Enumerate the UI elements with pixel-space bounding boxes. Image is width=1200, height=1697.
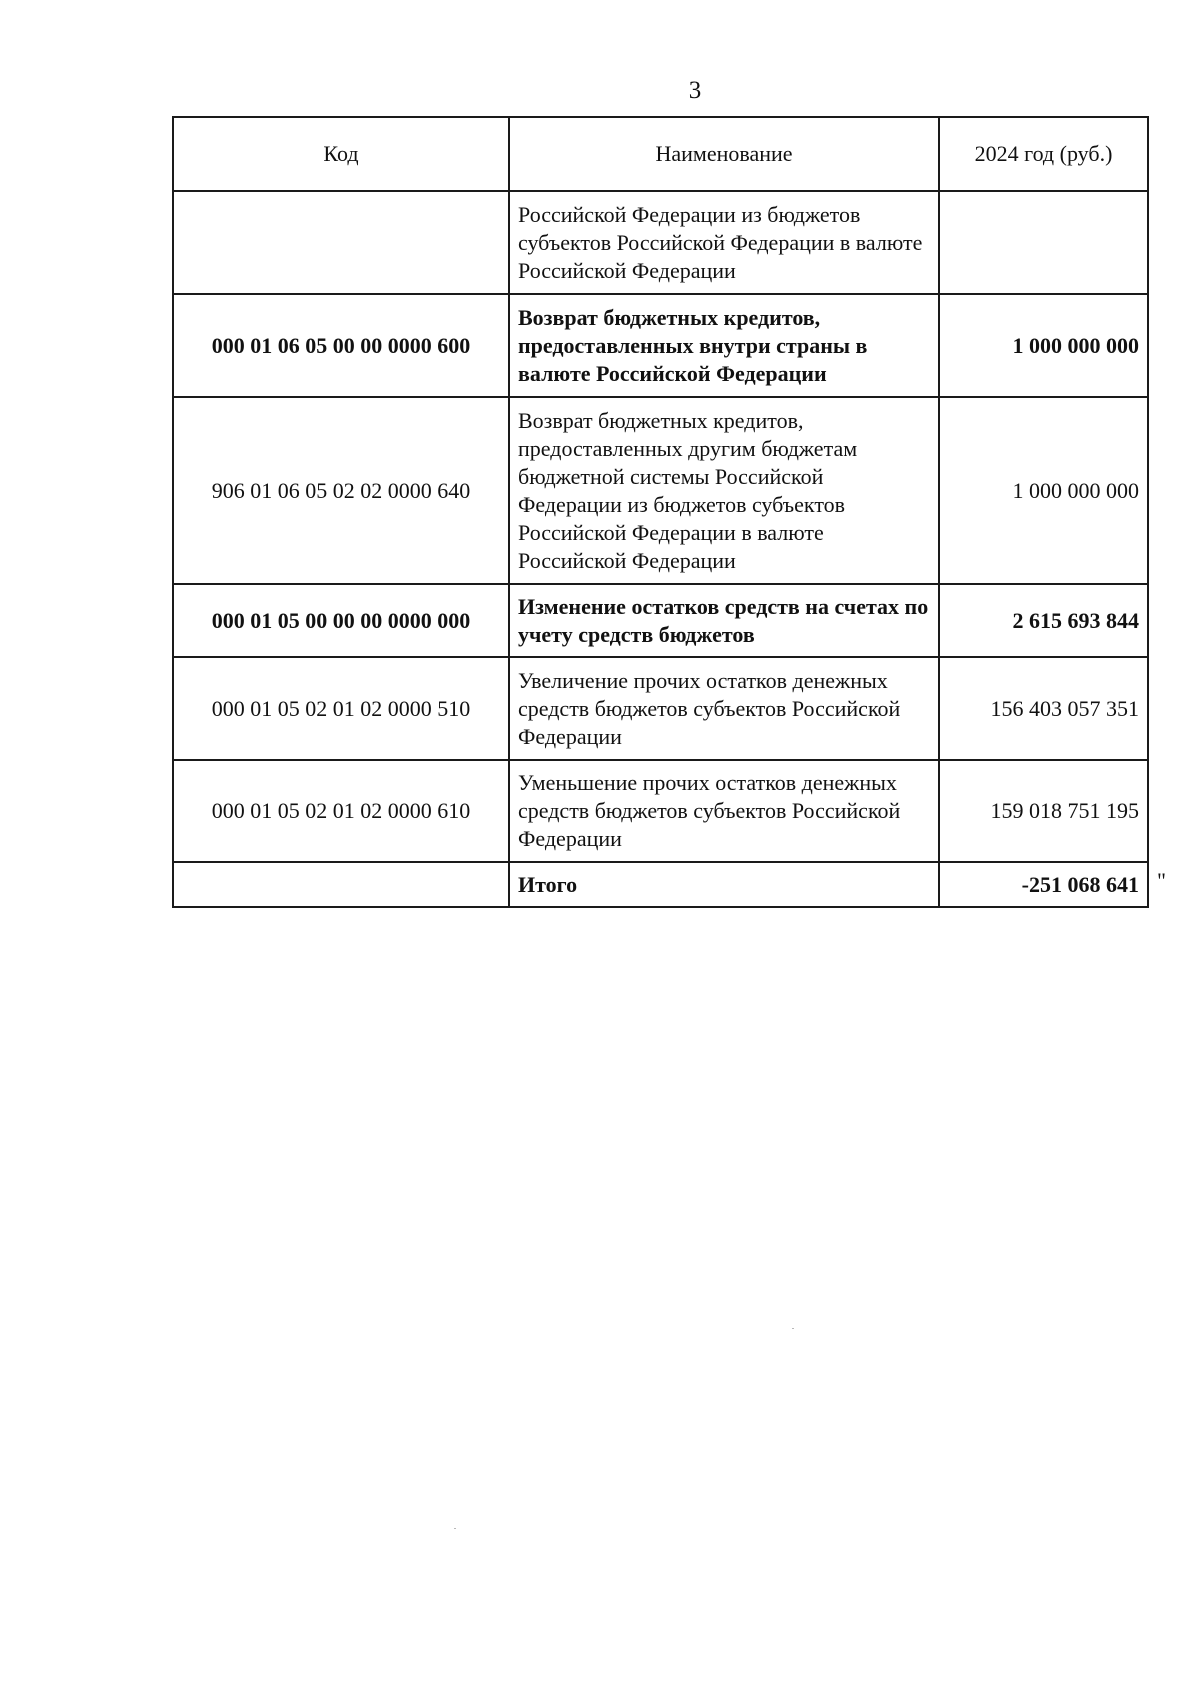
table-row	[173, 584, 1148, 657]
table-row	[173, 191, 1148, 294]
row-code: 000 01 05 00 00 00 0000 000	[173, 584, 509, 657]
row-name: Возврат бюджетных кредитов, предоставленных внутри страны в валюте Российской Федерации	[509, 294, 939, 397]
budget-sources-table	[172, 116, 1149, 908]
row-code: 000 01 05 02 01 02 0000 610	[173, 760, 509, 862]
total-code	[173, 862, 509, 907]
row-sum: 1 000 000 000	[939, 397, 1148, 584]
row-sum: 2 615 693 844	[939, 584, 1148, 657]
closing-quote: "	[1157, 868, 1166, 893]
table-row	[173, 294, 1148, 397]
total-sum: -251 068 641	[939, 862, 1148, 907]
scan-speck	[454, 1528, 456, 1529]
row-code: 000 01 06 05 00 00 0000 600	[173, 294, 509, 397]
row-name: Увеличение прочих остатков денежных средств бюджетов субъектов Российской Федерации	[509, 657, 939, 760]
scan-speck	[792, 1328, 794, 1329]
row-sum: 1 000 000 000	[939, 294, 1148, 397]
row-code: 906 01 06 05 02 02 0000 640	[173, 397, 509, 584]
row-name: Изменение остатков средств на счетах по учету средств бюджетов	[509, 584, 939, 657]
row-name: Возврат бюджетных кредитов, предоставленных другим бюджетам бюджетной системы Российской Федерации из бюджетов субъектов Российской Федерации в валюте Российской Федерации	[509, 397, 939, 584]
row-sum: 159 018 751 195	[939, 760, 1148, 862]
row-name: Уменьшение прочих остатков денежных средств бюджетов субъектов Российской Федерации	[509, 760, 939, 862]
header-code: Код	[173, 117, 509, 191]
table-total-row	[173, 862, 1148, 907]
table-row	[173, 657, 1148, 760]
table-row	[173, 760, 1148, 862]
row-name: Российской Федерации из бюджетов субъектов Российской Федерации в валюте Российской Федерации	[509, 191, 939, 294]
total-label: Итого	[509, 862, 939, 907]
row-sum: 156 403 057 351	[939, 657, 1148, 760]
header-name: Наименование	[509, 117, 939, 191]
page-number: 3	[688, 77, 702, 104]
row-code: 000 01 05 02 01 02 0000 510	[173, 657, 509, 760]
header-sum: 2024 год (руб.)	[939, 117, 1148, 191]
table-header-row	[173, 117, 1148, 191]
table-row	[173, 397, 1148, 584]
row-code	[173, 191, 509, 294]
row-sum	[939, 191, 1148, 294]
